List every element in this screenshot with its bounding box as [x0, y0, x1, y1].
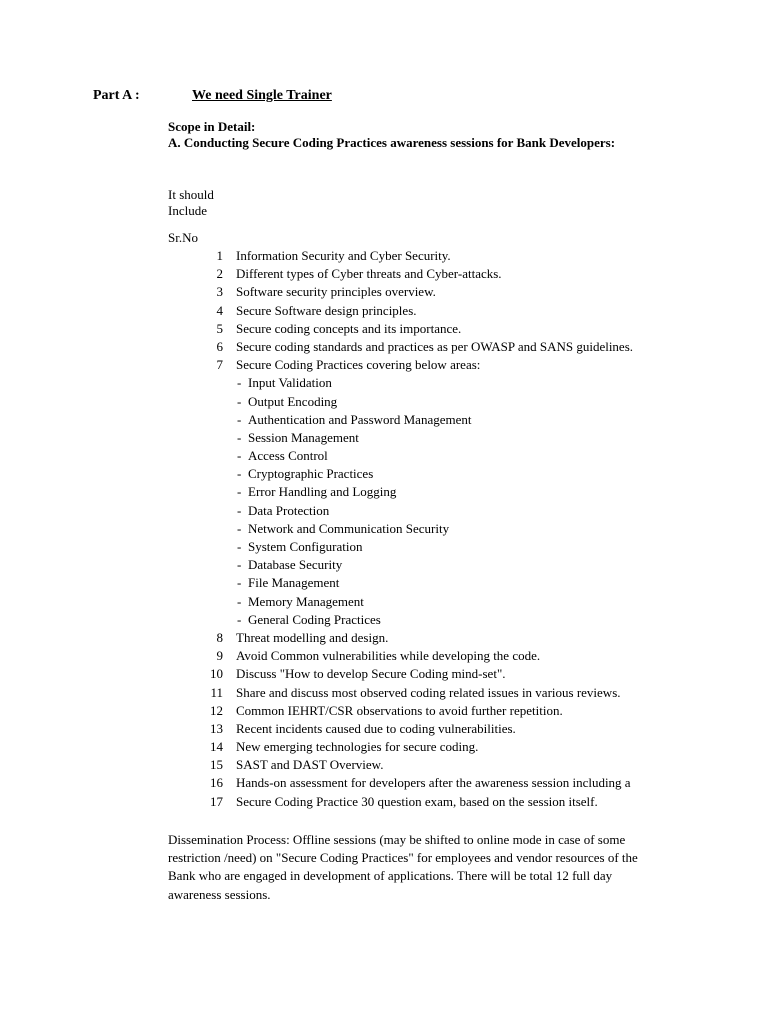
- item-text: Software security principles overview.: [236, 284, 436, 300]
- sub-item-text: Access Control: [248, 448, 328, 464]
- item-number: 11: [210, 684, 223, 700]
- list-item: [0, 793, 768, 811]
- dissemination-line: awareness sessions.: [168, 886, 271, 902]
- sub-list-item: [0, 593, 768, 611]
- bullet-dash: -: [237, 375, 242, 391]
- sub-item-text: General Coding Practices: [248, 611, 381, 627]
- bullet-dash: -: [237, 429, 242, 445]
- list-item: [0, 629, 768, 647]
- sub-list-item: [0, 556, 768, 574]
- item-text: Avoid Common vulnerabilities while developing the code.: [236, 648, 541, 664]
- item-text: Common IEHRT/CSR observations to avoid further repetition.: [236, 702, 563, 718]
- item-text: Information Security and Cyber Security.: [236, 248, 451, 263]
- sub-item-text: Authentication and Password Management: [248, 411, 472, 427]
- intro-line-2: Include: [168, 203, 207, 218]
- item-text: Hands-on assessment for developers after the awareness session including a: [236, 775, 631, 791]
- bullet-dash: -: [237, 393, 242, 409]
- dissemination-paragraph: [168, 831, 728, 904]
- list-item: [0, 247, 768, 265]
- dissemination-line: restriction /need) on "Secure Coding Practices" for employees and vendor resources of the: [168, 850, 638, 866]
- part-label: Part A :: [93, 88, 140, 103]
- item-number: 6: [216, 338, 223, 354]
- item-number: 4: [216, 302, 223, 318]
- sub-list-item: [0, 429, 768, 447]
- item-number: 9: [216, 648, 223, 664]
- list-item: [0, 302, 768, 320]
- bullet-dash: -: [237, 502, 242, 518]
- list-item: [0, 665, 768, 683]
- sub-list-item: [0, 502, 768, 520]
- item-number: 5: [216, 320, 223, 336]
- list-item: [0, 774, 768, 792]
- item-text: Secure Coding Practice 30 question exam, based on the session itself.: [236, 793, 598, 809]
- bullet-dash: -: [237, 448, 242, 464]
- sub-item-text: Memory Management: [248, 593, 364, 609]
- sub-item-text: Data Protection: [248, 502, 330, 518]
- list-item: [0, 756, 768, 774]
- list-item: [0, 720, 768, 738]
- sub-item-text: Network and Communication Security: [248, 520, 450, 536]
- item-number: 15: [210, 757, 223, 773]
- bullet-dash: -: [237, 611, 242, 627]
- sub-list-item: [0, 611, 768, 629]
- sub-item-text: Cryptographic Practices: [248, 466, 374, 482]
- item-number: 1: [216, 248, 223, 263]
- scope-item-list: [0, 247, 768, 811]
- item-number: 2: [216, 266, 223, 282]
- intro-line-1: It should: [168, 187, 214, 202]
- bullet-dash: -: [237, 484, 242, 500]
- list-item: [0, 320, 768, 338]
- bullet-dash: -: [237, 593, 242, 609]
- sub-item-text: Session Management: [248, 429, 359, 445]
- item-text: Secure Software design principles.: [236, 302, 417, 318]
- list-item: [0, 265, 768, 283]
- part-heading: [93, 88, 332, 104]
- item-number: 7: [216, 357, 223, 373]
- item-text: New emerging technologies for secure coding.: [236, 739, 479, 755]
- item-text: Different types of Cyber threats and Cyber-attacks.: [236, 266, 502, 282]
- item-text: Recent incidents caused due to coding vulnerabilities.: [236, 720, 516, 736]
- sub-list-item: [0, 393, 768, 411]
- item-text: Threat modelling and design.: [236, 629, 389, 645]
- sub-item-text: Database Security: [248, 557, 343, 573]
- bullet-dash: -: [237, 466, 242, 482]
- item-number: 16: [210, 775, 223, 791]
- dissemination-line: Dissemination Process: Offline sessions (may be shifted to online mode in case of some: [168, 832, 626, 847]
- item-text: Secure Coding Practices covering below areas:: [236, 357, 481, 373]
- list-item: [0, 647, 768, 665]
- sub-list-item: [0, 411, 768, 429]
- item-number: 8: [216, 629, 223, 645]
- sub-list-item: [0, 520, 768, 538]
- list-item: [0, 283, 768, 301]
- item-number: 10: [210, 666, 223, 682]
- item-text: Discuss "How to develop Secure Coding mind-set".: [236, 666, 506, 682]
- bullet-dash: -: [237, 520, 242, 536]
- item-number: 3: [216, 284, 223, 300]
- sub-list-item: [0, 465, 768, 483]
- sub-list-item: [0, 483, 768, 501]
- part-title: We need Single Trainer: [192, 88, 332, 103]
- sub-item-text: System Configuration: [248, 539, 363, 554]
- list-item: [0, 702, 768, 720]
- bullet-dash: -: [237, 539, 242, 554]
- list-item: [0, 738, 768, 756]
- sub-item-text: Output Encoding: [248, 393, 338, 409]
- item-number: 14: [210, 739, 223, 755]
- sub-list-item: [0, 447, 768, 465]
- item-text: SAST and DAST Overview.: [236, 757, 384, 773]
- bullet-dash: -: [237, 557, 242, 573]
- sub-list-item: [0, 374, 768, 392]
- bullet-dash: -: [237, 575, 242, 591]
- sub-item-text: Error Handling and Logging: [248, 484, 397, 500]
- bullet-dash: -: [237, 411, 242, 427]
- item-number: 17: [210, 793, 223, 809]
- item-text: Secure coding standards and practices as per OWASP and SANS guidelines.: [236, 338, 634, 354]
- sub-list-item: [0, 574, 768, 592]
- scope-heading: A. Conducting Secure Coding Practices awareness sessions for Bank Developers:: [168, 135, 616, 150]
- sub-item-text: Input Validation: [248, 375, 332, 391]
- list-item: [0, 356, 768, 374]
- dissemination-line: Bank who are engaged in development of applications. There will be total 12 full day: [168, 868, 613, 884]
- list-item: [0, 338, 768, 356]
- item-text: Share and discuss most observed coding related issues in various reviews.: [236, 684, 621, 700]
- item-text: Secure coding concepts and its importance.: [236, 320, 462, 336]
- sub-item-text: File Management: [248, 575, 340, 591]
- item-number: 13: [210, 720, 223, 736]
- scope-title: Scope in Detail:: [168, 119, 256, 134]
- sub-list-item: [0, 538, 768, 556]
- item-number: 12: [210, 702, 223, 718]
- list-item: [0, 684, 768, 702]
- srno-label: Sr.No: [168, 230, 198, 245]
